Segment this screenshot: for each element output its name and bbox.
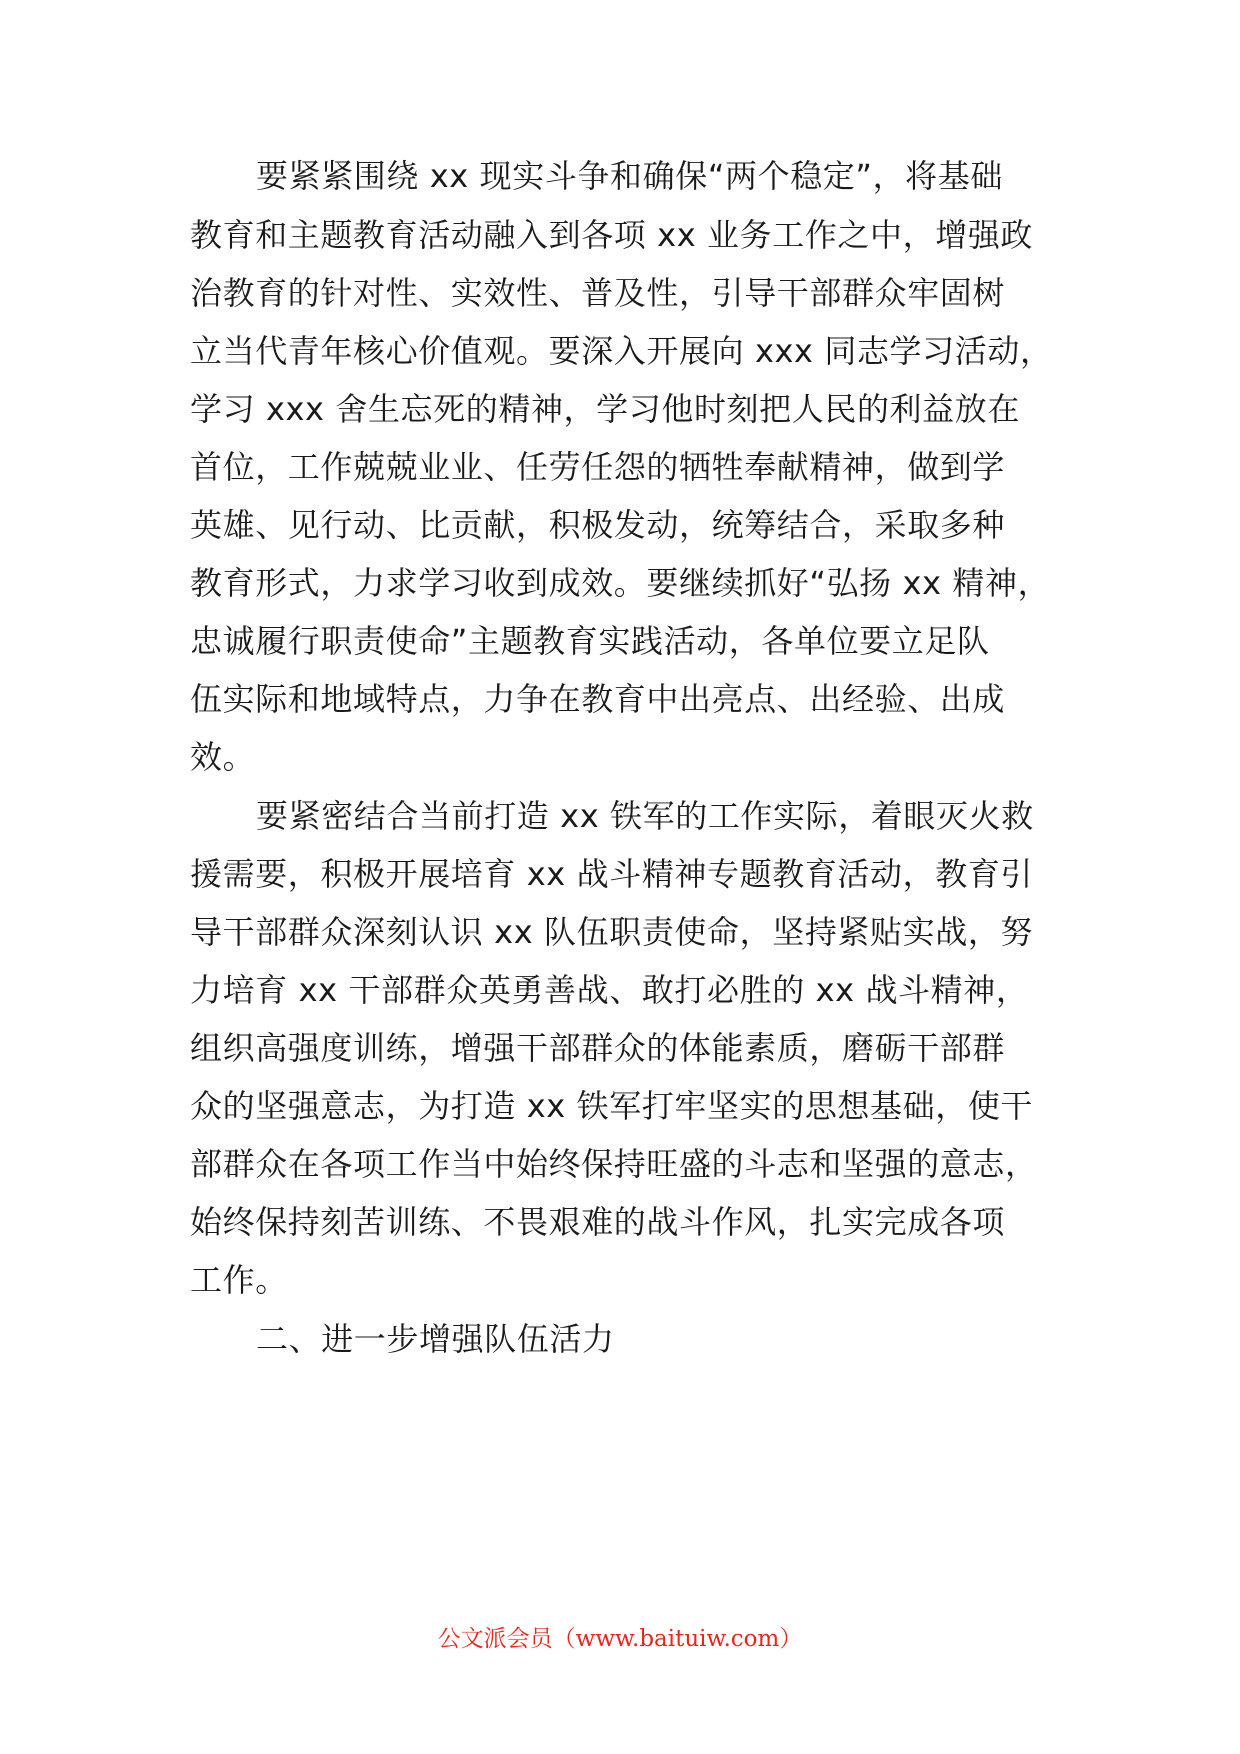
paragraph-2-line-4: 力培育 xx 干部群众英勇善战、敢打必胜的 xx 战斗精神， [190,971,1029,1009]
paragraph-1-line-4: 立当代青年核心价值观。要深入开展向 xxx 同志学习活动， [190,332,1053,370]
paragraph-2-line-2: 援需要，积极开展培育 xx 战斗精神专题教育活动，教育引 [190,855,1034,893]
paragraph-2-line-8: 始终保持刻苦训练、不畏艰难的战斗作风，扎实完成各项 [190,1203,1006,1241]
footer-watermark: 公文派会员（www.baituiw.com） [437,1626,803,1652]
section-heading: 二、进一步增强队伍活力 [256,1320,615,1358]
paragraph-2-line-3: 导干部群众深刻认识 xx 队伍职责使命，坚持紧贴实战，努 [190,913,1034,951]
paragraph-2-line-5: 组织高强度训练，增强干部群众的体能素质，磨砺干部群 [190,1029,1006,1067]
paragraph-1-line-9: 忠诚履行职责使命”主题教育实践活动，各单位要立足队 [190,622,990,660]
paragraph-1-line-7: 英雄、见行动、比贡献，积极发动，统筹结合，采取多种 [190,506,1006,544]
paragraph-2-line-6: 众的坚强意志，为打造 xx 铁军打牢坚实的思想基础，使干 [190,1087,1034,1125]
paragraph-1-line-5: 学习 xxx 舍生忘死的精神，学习他时刻把人民的利益放在 [190,390,1020,428]
paragraph-1-line-11: 效。 [190,738,256,776]
paragraph-1-line-8: 教育形式，力求学习收到成效。要继续抓好“弘扬 xx 精神， [190,564,1051,602]
paragraph-1-line-3: 治教育的针对性、实效性、普及性，引导干部群众牢固树 [190,274,1006,312]
paragraph-2-line-9: 工作。 [190,1261,288,1299]
paragraph-1-line-1: 要紧紧围绕 xx 现实斗争和确保“两个稳定”，将基础 [256,157,1003,195]
paragraph-2-line-1: 要紧密结合当前打造 xx 铁军的工作实际，着眼灭火救 [256,797,1034,835]
paragraph-1-line-2: 教育和主题教育活动融入到各项 xx 业务工作之中，增强政 [190,216,1034,254]
paragraph-2-line-7: 部群众在各项工作当中始终保持旺盛的斗志和坚强的意志， [190,1145,1038,1183]
paragraph-1-line-6: 首位，工作兢兢业业、任劳任怨的牺牲奉献精神，做到学 [190,448,1006,486]
paragraph-1-line-10: 伍实际和地域特点，力争在教育中出亮点、出经验、出成 [190,680,1006,718]
